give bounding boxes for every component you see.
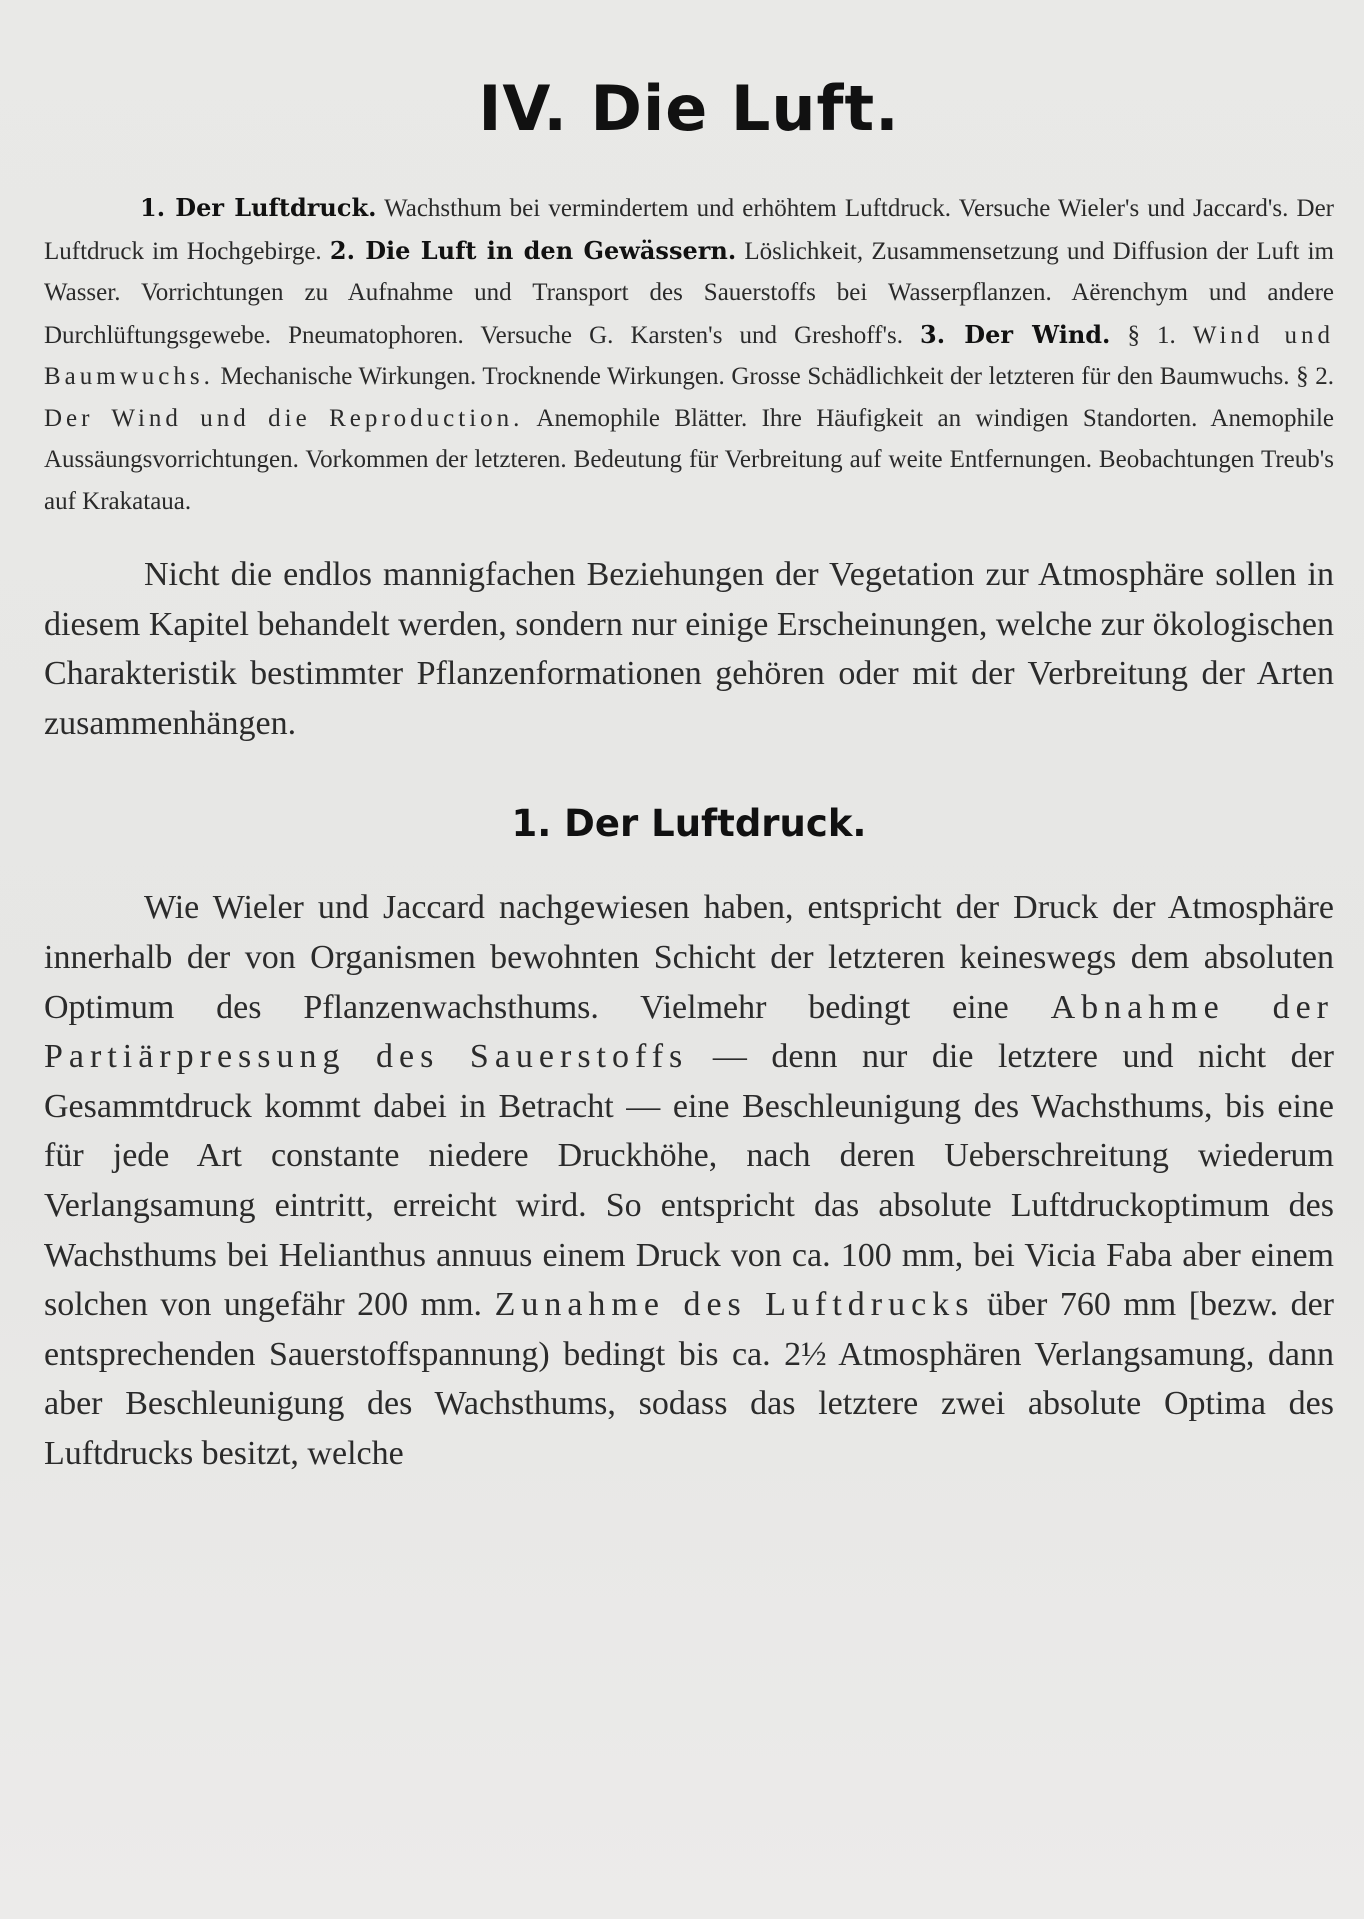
summary-text-gewaesser: Löslichkeit, Zusammensetzung und Diffusion der Luft im Wasser. Vorrichtungen zu Aufnahme und Transport des Sauerstoffs bei Wasserpflanzen. Aërenchym und andere Durchlüftungsgewebe. Pneumatophoren. Versuche G. Karsten's und Greshoff's.: [44, 237, 1334, 349]
summary-heading-luftdruck: 1. Der Luftdruck.: [140, 193, 377, 222]
summary-marker-2: § 2.: [1296, 363, 1335, 390]
summary-text-baumwuchs: Mechanische Wirkungen. Trocknende Wirkungen. Grosse Schädlichkeit der letzteren für den Baumwuchs.: [213, 363, 1297, 390]
section-heading: 1. Der Luftdruck.: [511, 802, 867, 846]
body-text-3: über 760 mm [bezw. der entsprechenden Sauerstoffspannung) bedingt bis ca. 2½ Atmosphären Verlangsamung, dann aber Beschleunigung des Wachsthums, sodass das letztere zwei absolute Optima des Luftdrucks besitzt, welche: [44, 1286, 1334, 1472]
body-text-2: — denn nur die letztere und nicht der Gesammtdruck kommt dabei in Betracht — eine Beschleunigung des Wachsthums, bis eine für jede Art constante niedere Druckhöhe, nach deren Ueberschreitung wiederum Verlangsamung eintritt, erreicht wird. So entspricht das absolute Luftdruckoptimum des Wachsthums bei Helianthus annuus einem Druck von ca. 100 mm, bei Vicia Faba aber einem solchen von ungefähr 200 mm.: [44, 1038, 1335, 1324]
summary-subtitle-baumwuchs: Wind und Baumwuchs.: [44, 321, 1334, 390]
summary-text-luftdruck: Wachsthum bei vermindertem und erhöhtem Luftdruck. Versuche Wieler's und Jaccard's. Der Luftdruck im Hochgebirge.: [44, 195, 1335, 265]
summary-heading-wind: 3. Der Wind.: [920, 319, 1111, 349]
body-emphasis-zunahme: Zunahme des Luftdrucks: [494, 1286, 975, 1324]
summary-marker-1: § 1.: [1110, 321, 1193, 349]
body-emphasis-abnahme: Abnahme der Partiärpressung des Sauerstoffs: [44, 988, 1334, 1076]
body-text-1: Wie Wieler und Jaccard nachgewiesen haben, entspricht der Druck der Atmosphäre innerhalb der von Organismen bewohnten Schicht der letzteren keineswegs dem absoluten Optimum des Pflanzenwachsthums. Vielmehr bedingt eine: [44, 889, 1334, 1026]
body-paragraph: [44, 883, 1334, 1478]
summary-text-reproduction: Anemophile Blätter. Ihre Häufigkeit an windigen Standorten. Anemophile Aussäungsvorrichtungen. Vorkommen der letzteren. Bedeutung für Verbreitung auf weite Entfernungen. Beobachtungen Treub's auf Krakataua.: [44, 404, 1334, 515]
summary-subtitle-reproduction: Der Wind und die Reproduction.: [44, 404, 524, 432]
chapter-summary: [44, 187, 1334, 522]
intro-paragraph: Nicht die endlos mannigfachen Beziehungen der Vegetation zur Atmosphäre sollen in diesem Kapitel behandelt werden, sondern nur einige Erscheinungen, welche zur ökologischen Charakteristik bestimmter Pflanzenformationen gehören oder mit der Verbreitung der Arten zusammenhängen.: [44, 556, 1334, 742]
summary-heading-gewaesser: 2. Die Luft in den Gewässern.: [329, 235, 737, 265]
chapter-title: IV. Die Luft.: [478, 72, 900, 145]
